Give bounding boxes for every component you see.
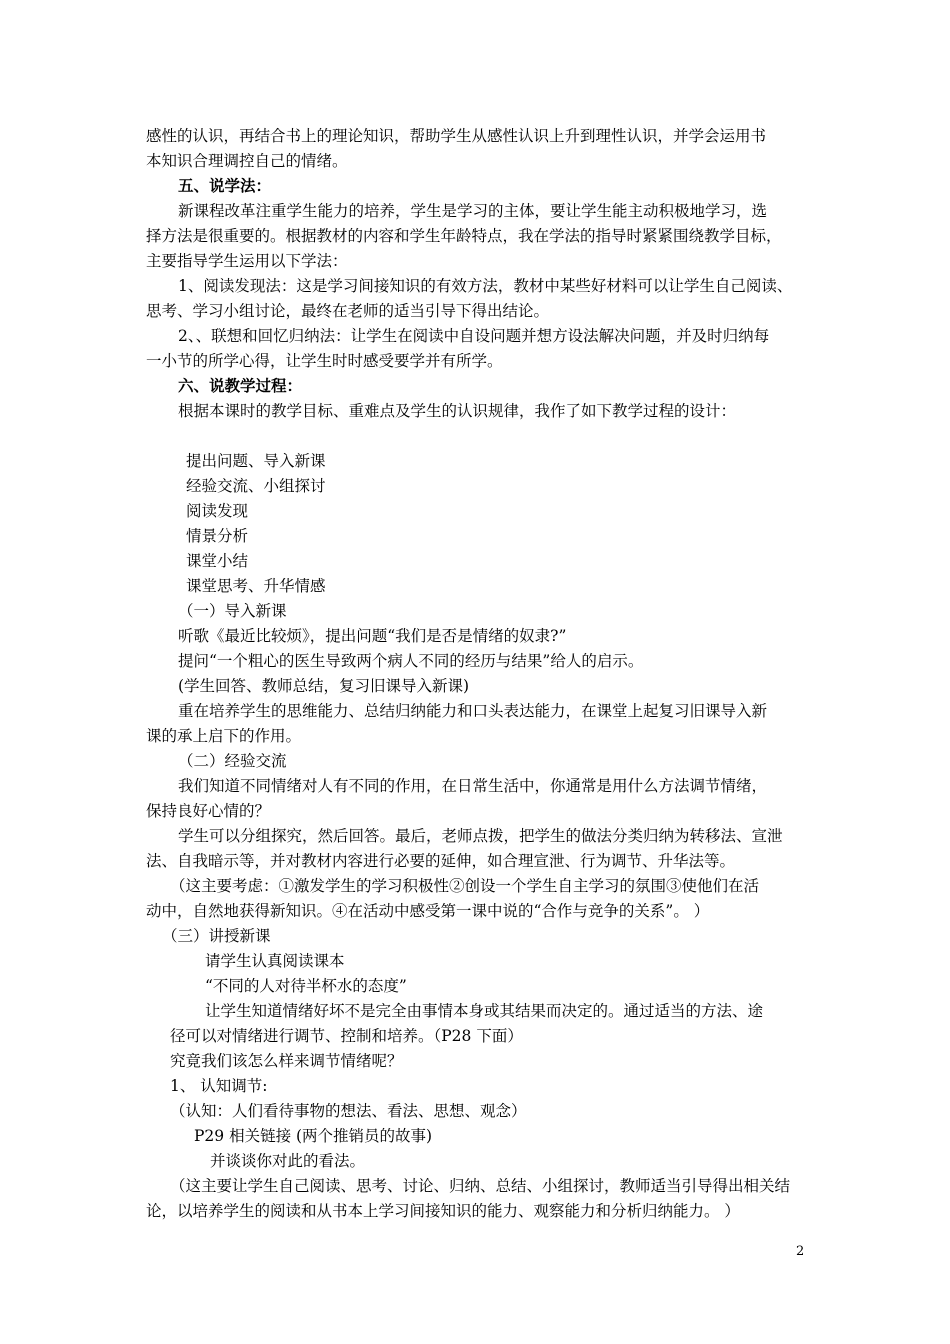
text-line: 动中，自然地获得新知识。④在活动中感受第一课中说的“合作与竞争的关系”。 ） [146, 902, 710, 920]
text-line: （这主要让学生自己阅读、思考、讨论、归纳、总结、小组探讨，教师适当引导得出相关结 [170, 1177, 791, 1195]
text-line: 我们知道不同情绪对人有不同的作用，在日常生活中，你通常是用什么方法调节情绪， [178, 777, 768, 795]
section-heading-6: 六、说教学过程： [178, 376, 303, 395]
text-line: 择方法是很重要的。根据教材的内容和学生年龄特点，我在学法的指导时紧紧围绕教学目标， [146, 227, 782, 245]
text-line: (学生回答、教师总结，复习旧课导入新课) [178, 677, 470, 695]
text-line: 保持良好心情的？ [146, 802, 271, 820]
text-line: 课的承上启下的作用。 [146, 727, 302, 745]
text-line: 学生可以分组探究，然后回答。最后，老师点拨，把学生的做法分类归纳为转移法、宣泄 [178, 827, 783, 845]
process-step: 课堂思考、升华情感 [186, 577, 326, 595]
subsection-heading: （二）经验交流 [178, 752, 287, 770]
text-line: 一小节的所学心得，让学生时时感受要学并有所学。 [146, 352, 503, 370]
text-line: 本知识合理调控自己的情绪。 [146, 152, 348, 170]
text-line: 重在培养学生的思维能力、总结归纳能力和口头表达能力，在课堂上起复习旧课导入新 [178, 702, 768, 720]
text-line: 根据本课时的教学目标、重难点及学生的认识规律，我作了如下教学过程的设计： [178, 402, 737, 420]
text-line: 2、、联想和回忆归纳法：让学生在阅读中自设问题并想方设法解决问题，并及时归纳每 [178, 327, 770, 345]
text-line: 径可以对情绪进行调节、控制和培养。（P28 下面） [170, 1027, 523, 1045]
text-line: （这主要考虑：①激发学生的学习积极性②创设一个学生自主学习的氛围③使他们在活 [170, 877, 760, 895]
text-line: 感性的认识，再结合书上的理论知识，帮助学生从感性认识上升到理性认识，并学会运用书 [146, 127, 767, 145]
text-line: （认知：人们看待事物的想法、看法、思想、观念） [170, 1102, 527, 1120]
text-line: 究竟我们该怎么样来调节情绪呢？ [170, 1052, 403, 1070]
text-line: 思考、学习小组讨论，最终在老师的适当引导下得出结论。 [146, 302, 550, 320]
process-step: 课堂小结 [186, 552, 249, 570]
text-line: 新课程改革注重学生能力的培养，学生是学习的主体，要让学生能主动积极地学习，选 [178, 202, 768, 220]
process-step: 提出问题、导入新课 [186, 452, 326, 470]
process-step: 经验交流、小组探讨 [186, 477, 326, 495]
text-line: 主要指导学生运用以下学法： [146, 252, 348, 270]
subsection-heading: （一）导入新课 [178, 602, 287, 620]
subsection-heading: （三）讲授新课 [162, 927, 271, 945]
text-line: 法、自我暗示等，并对教材内容进行必要的延伸，如合理宣泄、行为调节、升华法等。 [146, 852, 736, 870]
text-line: 1、 认知调节: [170, 1077, 268, 1095]
process-step: 情景分析 [186, 527, 249, 545]
section-heading-5: 五、说学法： [178, 176, 272, 195]
text-line: 听歌《最近比较烦》，提出问题“我们是否是情绪的奴隶?” [178, 627, 567, 645]
page-number: 2 [796, 1244, 805, 1259]
text-line: 论，以培养学生的阅读和从书本上学习间接知识的能力、观察能力和分析归纳能力。 ） [146, 1202, 740, 1220]
text-line: P29 相关链接 (两个推销员的故事) [194, 1127, 433, 1145]
text-line: 请学生认真阅读课本 [205, 952, 345, 970]
text-line: 提问“一个粗心的医生导致两个病人不同的经历与结果”给人的启示。 [178, 652, 644, 670]
process-step: 阅读发现 [186, 502, 249, 520]
text-line: “不同的人对待半杯水的态度” [205, 977, 407, 995]
text-line: 1、阅读发现法：这是学习间接知识的有效方法，教材中某些好材料可以让学生自己阅读、 [178, 277, 793, 295]
text-line: 让学生知道情绪好坏不是完全由事情本身或其结果而决定的。通过适当的方法、途 [205, 1002, 764, 1020]
text-line: 并谈谈你对此的看法。 [210, 1152, 366, 1170]
